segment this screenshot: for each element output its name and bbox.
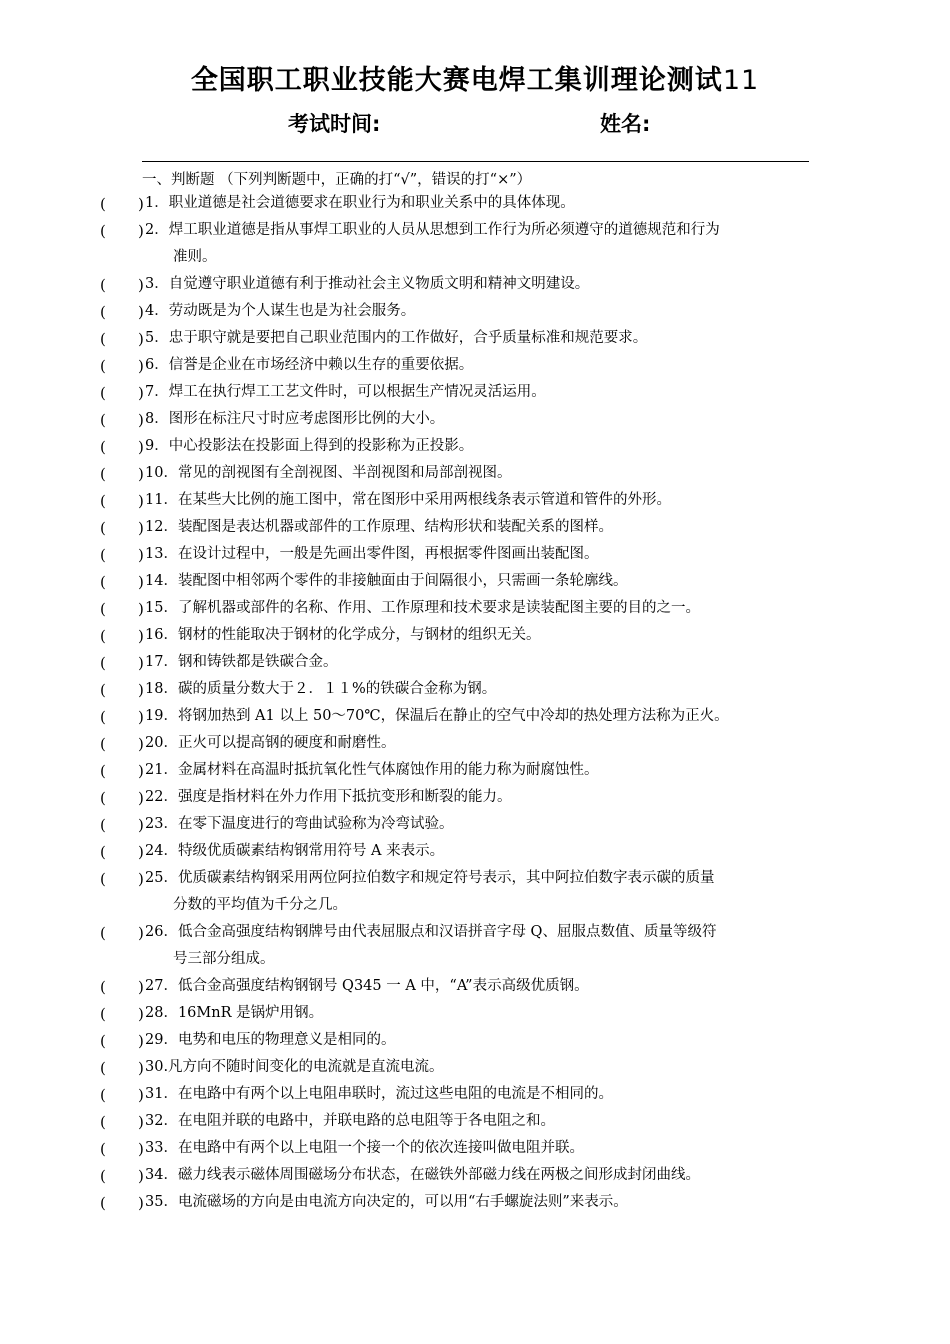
question-item — [0, 191, 950, 218]
answer-blank-close: ) — [138, 195, 144, 213]
question-line-continued: 号三部分组成。 — [173, 951, 275, 967]
divider — [142, 161, 809, 162]
answer-blank-close: ) — [138, 1005, 144, 1023]
question-text — [145, 541, 815, 568]
question-line: 27．低合金高强度结构钢钢号 Q345 一 A 中，“A”表示高级优质钢。 — [145, 978, 589, 994]
answer-blank-close: ) — [138, 1113, 144, 1131]
question-line: 18．碳的质量分数大于２．１１%的铁碳合金称为钢。 — [145, 681, 497, 697]
question-line: 30.凡方向不随时间变化的电流就是直流电流。 — [145, 1059, 444, 1075]
answer-blank-close: ) — [138, 573, 144, 591]
question-line-continued: 分数的平均值为千分之几。 — [173, 897, 347, 913]
question-line: 22．强度是指材料在外力作用下抵抗变形和断裂的能力。 — [145, 789, 512, 805]
answer-blank-close: ) — [138, 600, 144, 618]
question-item — [0, 461, 950, 488]
answer-blank-open: ( — [100, 195, 106, 213]
question-item — [0, 326, 950, 353]
answer-blank-close: ) — [138, 546, 144, 564]
question-line: 9．中心投影法在投影面上得到的投影称为正投影。 — [145, 438, 474, 454]
answer-blank-close: ) — [138, 924, 144, 942]
question-line: 34．磁力线表示磁体周围磁场分布状态，在磁铁外部磁力线在两极之间形成封闭曲线。 — [145, 1167, 700, 1183]
question-line: 32．在电阻并联的电路中，并联电路的总电阻等于各电阻之和。 — [145, 1113, 555, 1129]
answer-blank-open: ( — [100, 681, 106, 699]
question-item — [0, 299, 950, 326]
question-text — [145, 460, 815, 487]
question-line: 13．在设计过程中，一般是先画出零件图，再根据零件图画出装配图。 — [145, 546, 599, 562]
question-text — [145, 811, 815, 838]
question-item — [0, 704, 950, 731]
question-text — [145, 1135, 815, 1162]
question-line: 25．优质碳素结构钢采用两位阿拉伯数字和规定符号表示，其中阿拉伯数字表示碳的质量 — [145, 870, 715, 886]
question-text — [145, 1054, 815, 1081]
question-text — [145, 271, 815, 298]
answer-blank-open: ( — [100, 1005, 106, 1023]
answer-blank-close: ) — [138, 735, 144, 753]
answer-blank-open: ( — [100, 492, 106, 510]
question-text — [145, 730, 815, 757]
question-text — [145, 487, 815, 514]
question-line: 7．焊工在执行焊工工艺文件时，可以根据生产情况灵活运用。 — [145, 384, 546, 400]
title-number: 11 — [722, 65, 760, 96]
answer-blank-open: ( — [100, 1113, 106, 1131]
question-text — [145, 379, 815, 406]
question-line: 17．钢和铸铁都是铁碳合金。 — [145, 654, 338, 670]
question-line: 4．劳动既是为个人谋生也是为社会服务。 — [145, 303, 416, 319]
question-item — [0, 218, 950, 272]
question-item — [0, 515, 950, 542]
question-text — [145, 1108, 815, 1135]
question-line: 14．装配图中相邻两个零件的非接触面由于间隔很小，只需画一条轮廓线。 — [145, 573, 628, 589]
answer-blank-open: ( — [100, 654, 106, 672]
question-item — [0, 623, 950, 650]
question-item — [0, 380, 950, 407]
question-text — [145, 865, 815, 919]
answer-blank-close: ) — [138, 978, 144, 996]
answer-blank-close: ) — [138, 330, 144, 348]
answer-blank-close: ) — [138, 1194, 144, 1212]
question-text — [145, 595, 815, 622]
question-line: 2．焊工职业道德是指从事焊工职业的人员从思想到工作行为所必须遵守的道德规范和行为 — [145, 222, 720, 238]
question-line: 5．忠于职守就是要把自己职业范围内的工作做好，合乎质量标准和规范要求。 — [145, 330, 648, 346]
question-line: 3．自觉遵守职业道德有利于推动社会主义物质文明和精神文明建设。 — [145, 276, 590, 292]
question-item — [0, 1028, 950, 1055]
question-line: 16．钢材的性能取决于钢材的化学成分，与钢材的组织无关。 — [145, 627, 541, 643]
answer-blank-open: ( — [100, 384, 106, 402]
answer-blank-open: ( — [100, 222, 106, 240]
answer-blank-close: ) — [138, 411, 144, 429]
question-line: 26．低合金高强度结构钢牌号由代表屈服点和汉语拼音字母 Q、屈服点数值、质量等级符 — [145, 924, 717, 940]
answer-blank-open: ( — [100, 438, 106, 456]
answer-blank-close: ) — [138, 1086, 144, 1104]
question-line: 29．电势和电压的物理意义是相同的。 — [145, 1032, 396, 1048]
answer-blank-close: ) — [138, 627, 144, 645]
answer-blank-close: ) — [138, 519, 144, 537]
title-text: 全国职工职业技能大赛电焊工集训理论测试 — [190, 65, 723, 96]
question-item — [0, 920, 950, 974]
answer-blank-open: ( — [100, 411, 106, 429]
answer-blank-close: ) — [138, 1032, 144, 1050]
question-item — [0, 488, 950, 515]
section-title: 一、判断题 （下列判断题中，正确的打“√”，错误的打“×”） — [142, 172, 532, 188]
question-item — [0, 1136, 950, 1163]
answer-blank-open: ( — [100, 627, 106, 645]
question-item — [0, 353, 950, 380]
answer-blank-close: ) — [138, 276, 144, 294]
answer-blank-close: ) — [138, 762, 144, 780]
answer-blank-open: ( — [100, 843, 106, 861]
question-text — [145, 622, 815, 649]
answer-blank-open: ( — [100, 600, 106, 618]
question-text — [145, 352, 815, 379]
answer-blank-close: ) — [138, 438, 144, 456]
question-line: 15．了解机器或部件的名称、作用、工作原理和技术要求是读装配图主要的目的之一。 — [145, 600, 700, 616]
question-item — [0, 407, 950, 434]
question-line: 31．在电路中有两个以上电阻串联时，流过这些电阻的电流是不相同的。 — [145, 1086, 613, 1102]
question-line: 28．16MnR 是锅炉用钢。 — [145, 1005, 324, 1021]
answer-blank-open: ( — [100, 1194, 106, 1212]
answer-blank-open: ( — [100, 519, 106, 537]
question-text — [145, 1081, 815, 1108]
answer-blank-open: ( — [100, 276, 106, 294]
question-list — [0, 191, 950, 1217]
name-label: 姓名: — [600, 112, 651, 136]
question-item — [0, 1190, 950, 1217]
answer-blank-open: ( — [100, 870, 106, 888]
question-item — [0, 677, 950, 704]
question-text — [145, 433, 815, 460]
question-text — [145, 325, 815, 352]
answer-blank-close: ) — [138, 789, 144, 807]
question-line: 23．在零下温度进行的弯曲试验称为冷弯试验。 — [145, 816, 454, 832]
answer-blank-close: ) — [138, 492, 144, 510]
answer-blank-close: ) — [138, 843, 144, 861]
question-item — [0, 434, 950, 461]
question-text — [145, 973, 815, 1000]
answer-blank-close: ) — [138, 654, 144, 672]
answer-blank-close: ) — [138, 816, 144, 834]
answer-blank-open: ( — [100, 978, 106, 996]
question-text — [145, 217, 815, 271]
answer-blank-open: ( — [100, 816, 106, 834]
answer-blank-close: ) — [138, 870, 144, 888]
question-item — [0, 596, 950, 623]
question-item — [0, 1001, 950, 1028]
question-text — [145, 1162, 815, 1189]
answer-blank-open: ( — [100, 924, 106, 942]
answer-blank-open: ( — [100, 303, 106, 321]
answer-blank-close: ) — [138, 303, 144, 321]
question-text — [145, 514, 815, 541]
answer-blank-open: ( — [100, 330, 106, 348]
answer-blank-close: ) — [138, 222, 144, 240]
question-line: 10．常见的剖视图有全剖视图、半剖视图和局部剖视图。 — [145, 465, 512, 481]
question-line: 6．信誉是企业在市场经济中赖以生存的重要依据。 — [145, 357, 474, 373]
question-text — [145, 1000, 815, 1027]
answer-blank-open: ( — [100, 735, 106, 753]
question-item — [0, 731, 950, 758]
question-item — [0, 812, 950, 839]
question-item — [0, 1082, 950, 1109]
question-text — [145, 676, 815, 703]
question-text — [145, 649, 815, 676]
answer-blank-close: ) — [138, 465, 144, 483]
answer-blank-open: ( — [100, 1140, 106, 1158]
question-text — [145, 406, 815, 433]
question-text — [145, 838, 815, 865]
answer-blank-open: ( — [100, 762, 106, 780]
question-text — [145, 703, 815, 730]
question-item — [0, 866, 950, 920]
answer-blank-open: ( — [100, 357, 106, 375]
page-title — [0, 58, 950, 97]
question-line: 1．职业道德是社会道德要求在职业行为和职业关系中的具体体现。 — [145, 195, 575, 211]
answer-blank-close: ) — [138, 357, 144, 375]
answer-blank-open: ( — [100, 1086, 106, 1104]
answer-blank-open: ( — [100, 573, 106, 591]
answer-blank-close: ) — [138, 708, 144, 726]
exam-time-label: 考试时间: — [288, 112, 381, 136]
answer-blank-open: ( — [100, 546, 106, 564]
answer-blank-close: ) — [138, 1059, 144, 1077]
question-item — [0, 839, 950, 866]
question-line: 8．图形在标注尺寸时应考虑图形比例的大小。 — [145, 411, 445, 427]
answer-blank-open: ( — [100, 789, 106, 807]
question-text — [145, 919, 815, 973]
answer-blank-open: ( — [100, 708, 106, 726]
question-text — [145, 298, 815, 325]
question-item — [0, 542, 950, 569]
question-line: 19．将钢加热到 A1 以上 50～70℃，保温后在静止的空气中冷却的热处理方法称为正火。 — [145, 708, 729, 724]
answer-blank-close: ) — [138, 1167, 144, 1185]
answer-blank-open: ( — [100, 465, 106, 483]
question-item — [0, 785, 950, 812]
answer-blank-close: ) — [138, 681, 144, 699]
question-line-continued: 准则。 — [173, 249, 217, 265]
question-item — [0, 569, 950, 596]
question-text — [145, 1027, 815, 1054]
question-line: 11．在某些大比例的施工图中，常在图形中采用两根线条表示管道和管件的外形。 — [145, 492, 671, 508]
answer-blank-open: ( — [100, 1032, 106, 1050]
question-item — [0, 974, 950, 1001]
question-line: 24．特级优质碳素结构钢常用符号 A 来表示。 — [145, 843, 445, 859]
question-text — [145, 1189, 815, 1216]
question-item — [0, 1109, 950, 1136]
question-text — [145, 784, 815, 811]
question-item — [0, 650, 950, 677]
question-line: 35．电流磁场的方向是由电流方向决定的，可以用“右手螺旋法则”来表示。 — [145, 1194, 628, 1210]
question-line: 12．装配图是表达机器或部件的工作原理、结构形状和装配关系的图样。 — [145, 519, 613, 535]
answer-blank-open: ( — [100, 1167, 106, 1185]
answer-blank-close: ) — [138, 384, 144, 402]
answer-blank-close: ) — [138, 1140, 144, 1158]
question-text — [145, 190, 815, 217]
question-line: 21．金属材料在高温时抵抗氧化性气体腐蚀作用的能力称为耐腐蚀性。 — [145, 762, 599, 778]
answer-blank-open: ( — [100, 1059, 106, 1077]
question-line: 33．在电路中有两个以上电阻一个接一个的依次连接叫做电阻并联。 — [145, 1140, 584, 1156]
question-item — [0, 1055, 950, 1082]
question-text — [145, 568, 815, 595]
question-item — [0, 1163, 950, 1190]
question-item — [0, 272, 950, 299]
question-text — [145, 757, 815, 784]
question-line: 20．正火可以提高钢的硬度和耐磨性。 — [145, 735, 396, 751]
question-item — [0, 758, 950, 785]
